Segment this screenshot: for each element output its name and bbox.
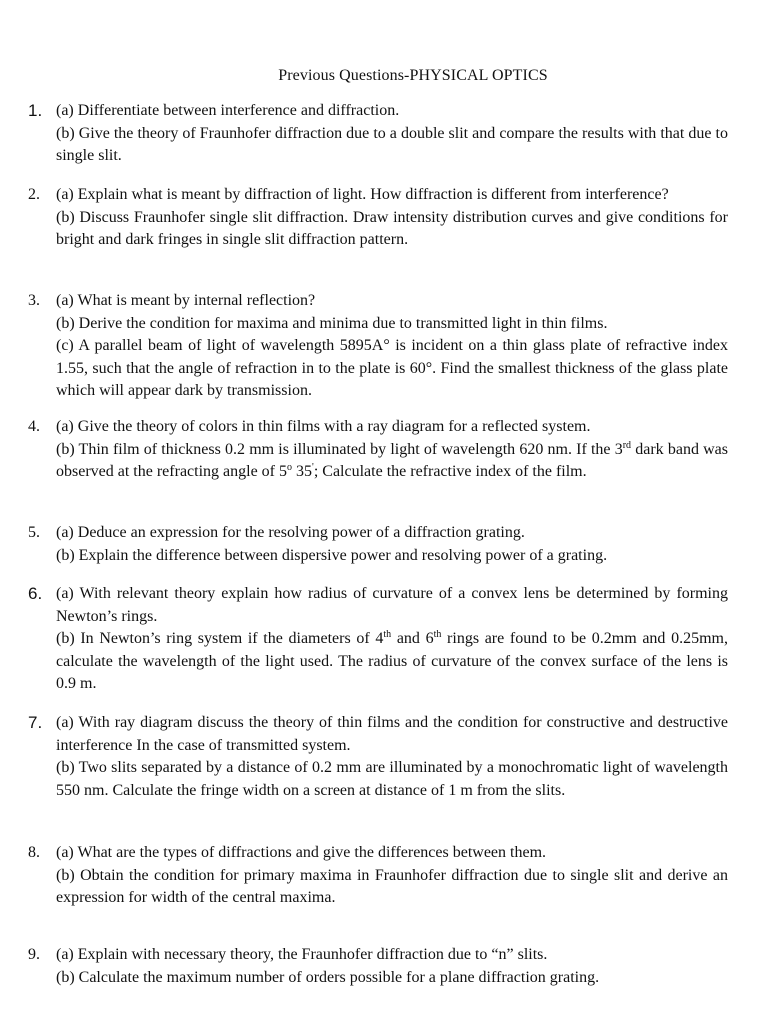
question-5: [28, 522, 728, 567]
question-7: [28, 712, 728, 802]
question-part-b: (b) Calculate the maximum number of orders possible for a plane diffraction grating.: [56, 968, 600, 986]
question-part-a: (a) With ray diagram discuss the theory of thin films and the condition for constructive and destructive interference In the case of transmitted system.: [56, 714, 728, 754]
question-part-b: (b) Two slits separated by a distance of 0.2 mm are illuminated by a monochromatic light of wavelength 550 nm. Calculate the fringe width on a screen at distance of 1 m from the slits.: [56, 759, 728, 799]
question-number: 3.: [28, 292, 40, 309]
document-title: Previous Questions-PHYSICAL OPTICS: [278, 67, 548, 84]
question-part-a: (a) Explain with necessary theory, the Fraunhofer diffraction due to “n” slits.: [56, 946, 548, 963]
question-part-a: (a) What is meant by internal reflection?: [56, 292, 316, 309]
question-part-b: (b) Explain the difference between dispersive power and resolving power of a grating.: [56, 546, 608, 564]
question-number: 1.: [28, 101, 43, 120]
question-2: [28, 184, 728, 252]
question-8: [28, 842, 728, 910]
question-number: 6.: [28, 584, 43, 603]
question-4: [28, 416, 728, 484]
question-part-b: (b) Obtain the condition for primary maxima in Fraunhofer diffraction due to single slit and derive an expression for width of the central maxima.: [56, 866, 728, 906]
question-3: [28, 290, 728, 403]
question-part-b: (b) Thin film of thickness 0.2 mm is illuminated by light of wavelength 620 nm. If the 3rd dark band was observed at the refracting angle of 5$^o$ 35'; Calculate the refractive index of the film.: [56, 439, 729, 480]
question-part-b: (b) Discuss Fraunhofer single slit diffraction. Draw intensity distribution curves and give conditions for bright and dark fringes in single slit diffraction pattern.: [56, 208, 728, 248]
question-part-a: (a) Give the theory of colors in thin films with a ray diagram for a reflected system.: [56, 418, 591, 435]
question-number: 7.: [28, 713, 43, 732]
question-number: 9.: [28, 946, 40, 963]
question-part-b: (b) In Newton’s ring system if the diameters of 4th and 6th rings are found to be 0.2mm and 0.25mm, calculate the wavelength of the light used. The radius of curvature of the convex surface of the lens is 0.9 m.: [56, 629, 728, 692]
question-1: [28, 100, 728, 168]
question-number: 2.: [28, 186, 40, 203]
question-9: [28, 944, 728, 989]
question-number: 4.: [28, 418, 40, 435]
question-number: 8.: [28, 844, 40, 861]
question-number: 5.: [28, 524, 40, 541]
question-part-b: (b) Give the theory of Fraunhofer diffraction due to a double slit and compare the results with that due to single slit.: [56, 124, 728, 164]
question-part-a: (a) With relevant theory explain how radius of curvature of a convex lens be determined by forming Newton’s rings.: [56, 585, 728, 625]
question-part-c: (c) A parallel beam of light of wavelength 5895A° is incident on a thin glass plate of refractive index 1.55, such that the angle of refraction in to the plate is 60°. Find the smallest thickness of the glass plate which will appear dark by transmission.: [56, 337, 728, 399]
question-part-a: (a) Differentiate between interference and diffraction.: [56, 102, 400, 119]
question-part-a: (a) Explain what is meant by diffraction of light. How diffraction is different from interference?: [56, 186, 669, 203]
question-part-b: (b) Derive the condition for maxima and minima due to transmitted light in thin films.: [56, 314, 608, 332]
question-part-a: (a) Deduce an expression for the resolving power of a diffraction grating.: [56, 524, 525, 541]
question-part-a: (a) What are the types of diffractions and give the differences between them.: [56, 844, 547, 861]
question-6: [28, 583, 728, 696]
